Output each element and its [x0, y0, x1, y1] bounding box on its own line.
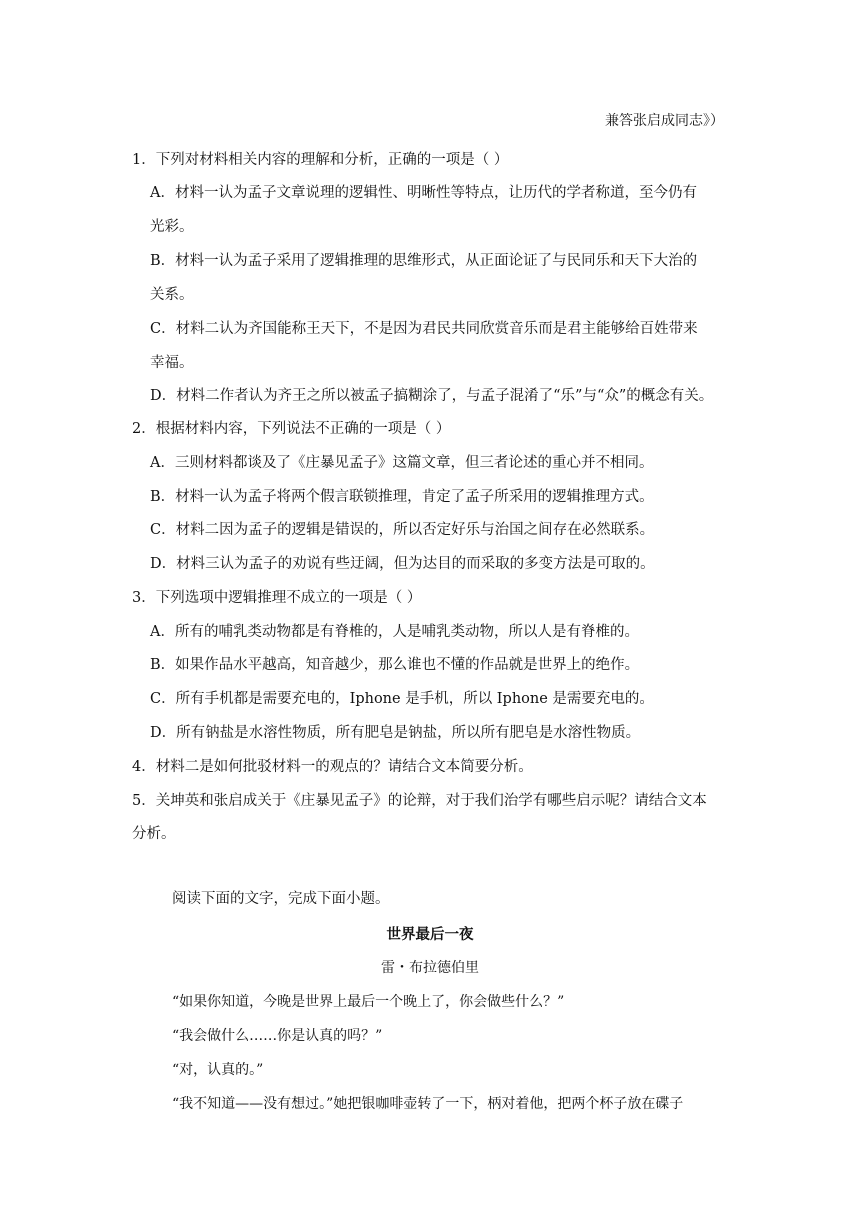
question-3-option-a: A．所有的哺乳类动物都是有脊椎的，人是哺乳类动物，所以人是有脊椎的。: [150, 624, 639, 640]
question-3-option-d: D．所有钠盐是水溶性物质，所有肥皂是钠盐，所以所有肥皂是水溶性物质。: [150, 725, 641, 741]
passage-paragraph: “我会做什么……你是认真的吗？”: [172, 1028, 383, 1044]
question-5-stem: 5．关坤英和张启成关于《庄暴见孟子》的论辩，对于我们治学有哪些启示呢？请结合文本: [132, 793, 707, 809]
passage-paragraph: “我不知道——没有想过。”她把银咖啡壶转了一下，柄对着他，把两个杯子放在碟子: [172, 1096, 684, 1112]
question-3-option-c: C．所有手机都是需要充电的，Iphone 是手机，所以 Iphone 是需要充电的。: [150, 691, 654, 707]
passage-title: 世界最后一夜: [386, 926, 474, 943]
reading-instruction: 阅读下面的文字，完成下面小题。: [172, 891, 390, 907]
question-2-option-b: B．材料一认为孟子将两个假言联锁推理，肯定了孟子所采用的逻辑推理方式。: [150, 489, 654, 505]
question-3-stem: 3．下列选项中逻辑推理不成立的一项是（ ）: [132, 590, 422, 606]
passage-author: 雷・布拉德伯里: [381, 960, 479, 976]
question-1-option-d: D．材料二作者认为齐王之所以被孟子搞糊涂了，与孟子混淆了“乐”与“众”的概念有关。: [150, 388, 714, 404]
question-1-option-a: A．材料一认为孟子文章说理的逻辑性、明晰性等特点，让历代的学者称道，至今仍有: [150, 185, 697, 201]
question-2-option-a: A．三则材料都谈及了《庄暴见孟子》这篇文章，但三者论述的重心并不相同。: [150, 455, 654, 471]
question-1-option-c-cont: 幸福。: [150, 355, 194, 371]
question-3-option-b: B．如果作品水平越高，知音越少，那么谁也不懂的作品就是世界上的绝作。: [150, 657, 640, 673]
question-2-stem: 2．根据材料内容，下列说法不正确的一项是（ ）: [132, 421, 451, 437]
carryover-citation: 兼答张启成同志》）: [605, 113, 724, 129]
passage-paragraph: “如果你知道，今晚是世界上最后一个晚上了，你会做些什么？”: [172, 994, 565, 1010]
question-1-option-a-cont: 光彩。: [150, 219, 194, 235]
question-1-option-c: C．材料二认为齐国能称王天下，不是因为君民共同欣赏音乐而是君主能够给百姓带来: [150, 321, 698, 337]
question-4-stem: 4．材料二是如何批驳材料一的观点的？请结合文本简要分析。: [132, 759, 533, 775]
question-1-option-b: B．材料一认为孟子采用了逻辑推理的思维形式，从正面论证了与民同乐和天下大治的: [150, 253, 698, 269]
question-5-stem-cont: 分析。: [132, 826, 176, 842]
question-2-option-c: C．材料二因为孟子的逻辑是错误的，所以否定好乐与治国之间存在必然联系。: [150, 522, 655, 538]
question-1-option-b-cont: 关系。: [150, 287, 194, 303]
question-2-option-d: D．材料三认为孟子的劝说有些迂阔，但为达目的而采取的多变方法是可取的。: [150, 556, 655, 572]
question-1-stem: 1．下列对材料相关内容的理解和分析，正确的一项是（ ）: [132, 152, 509, 168]
passage-paragraph: “对，认真的。”: [172, 1062, 264, 1078]
